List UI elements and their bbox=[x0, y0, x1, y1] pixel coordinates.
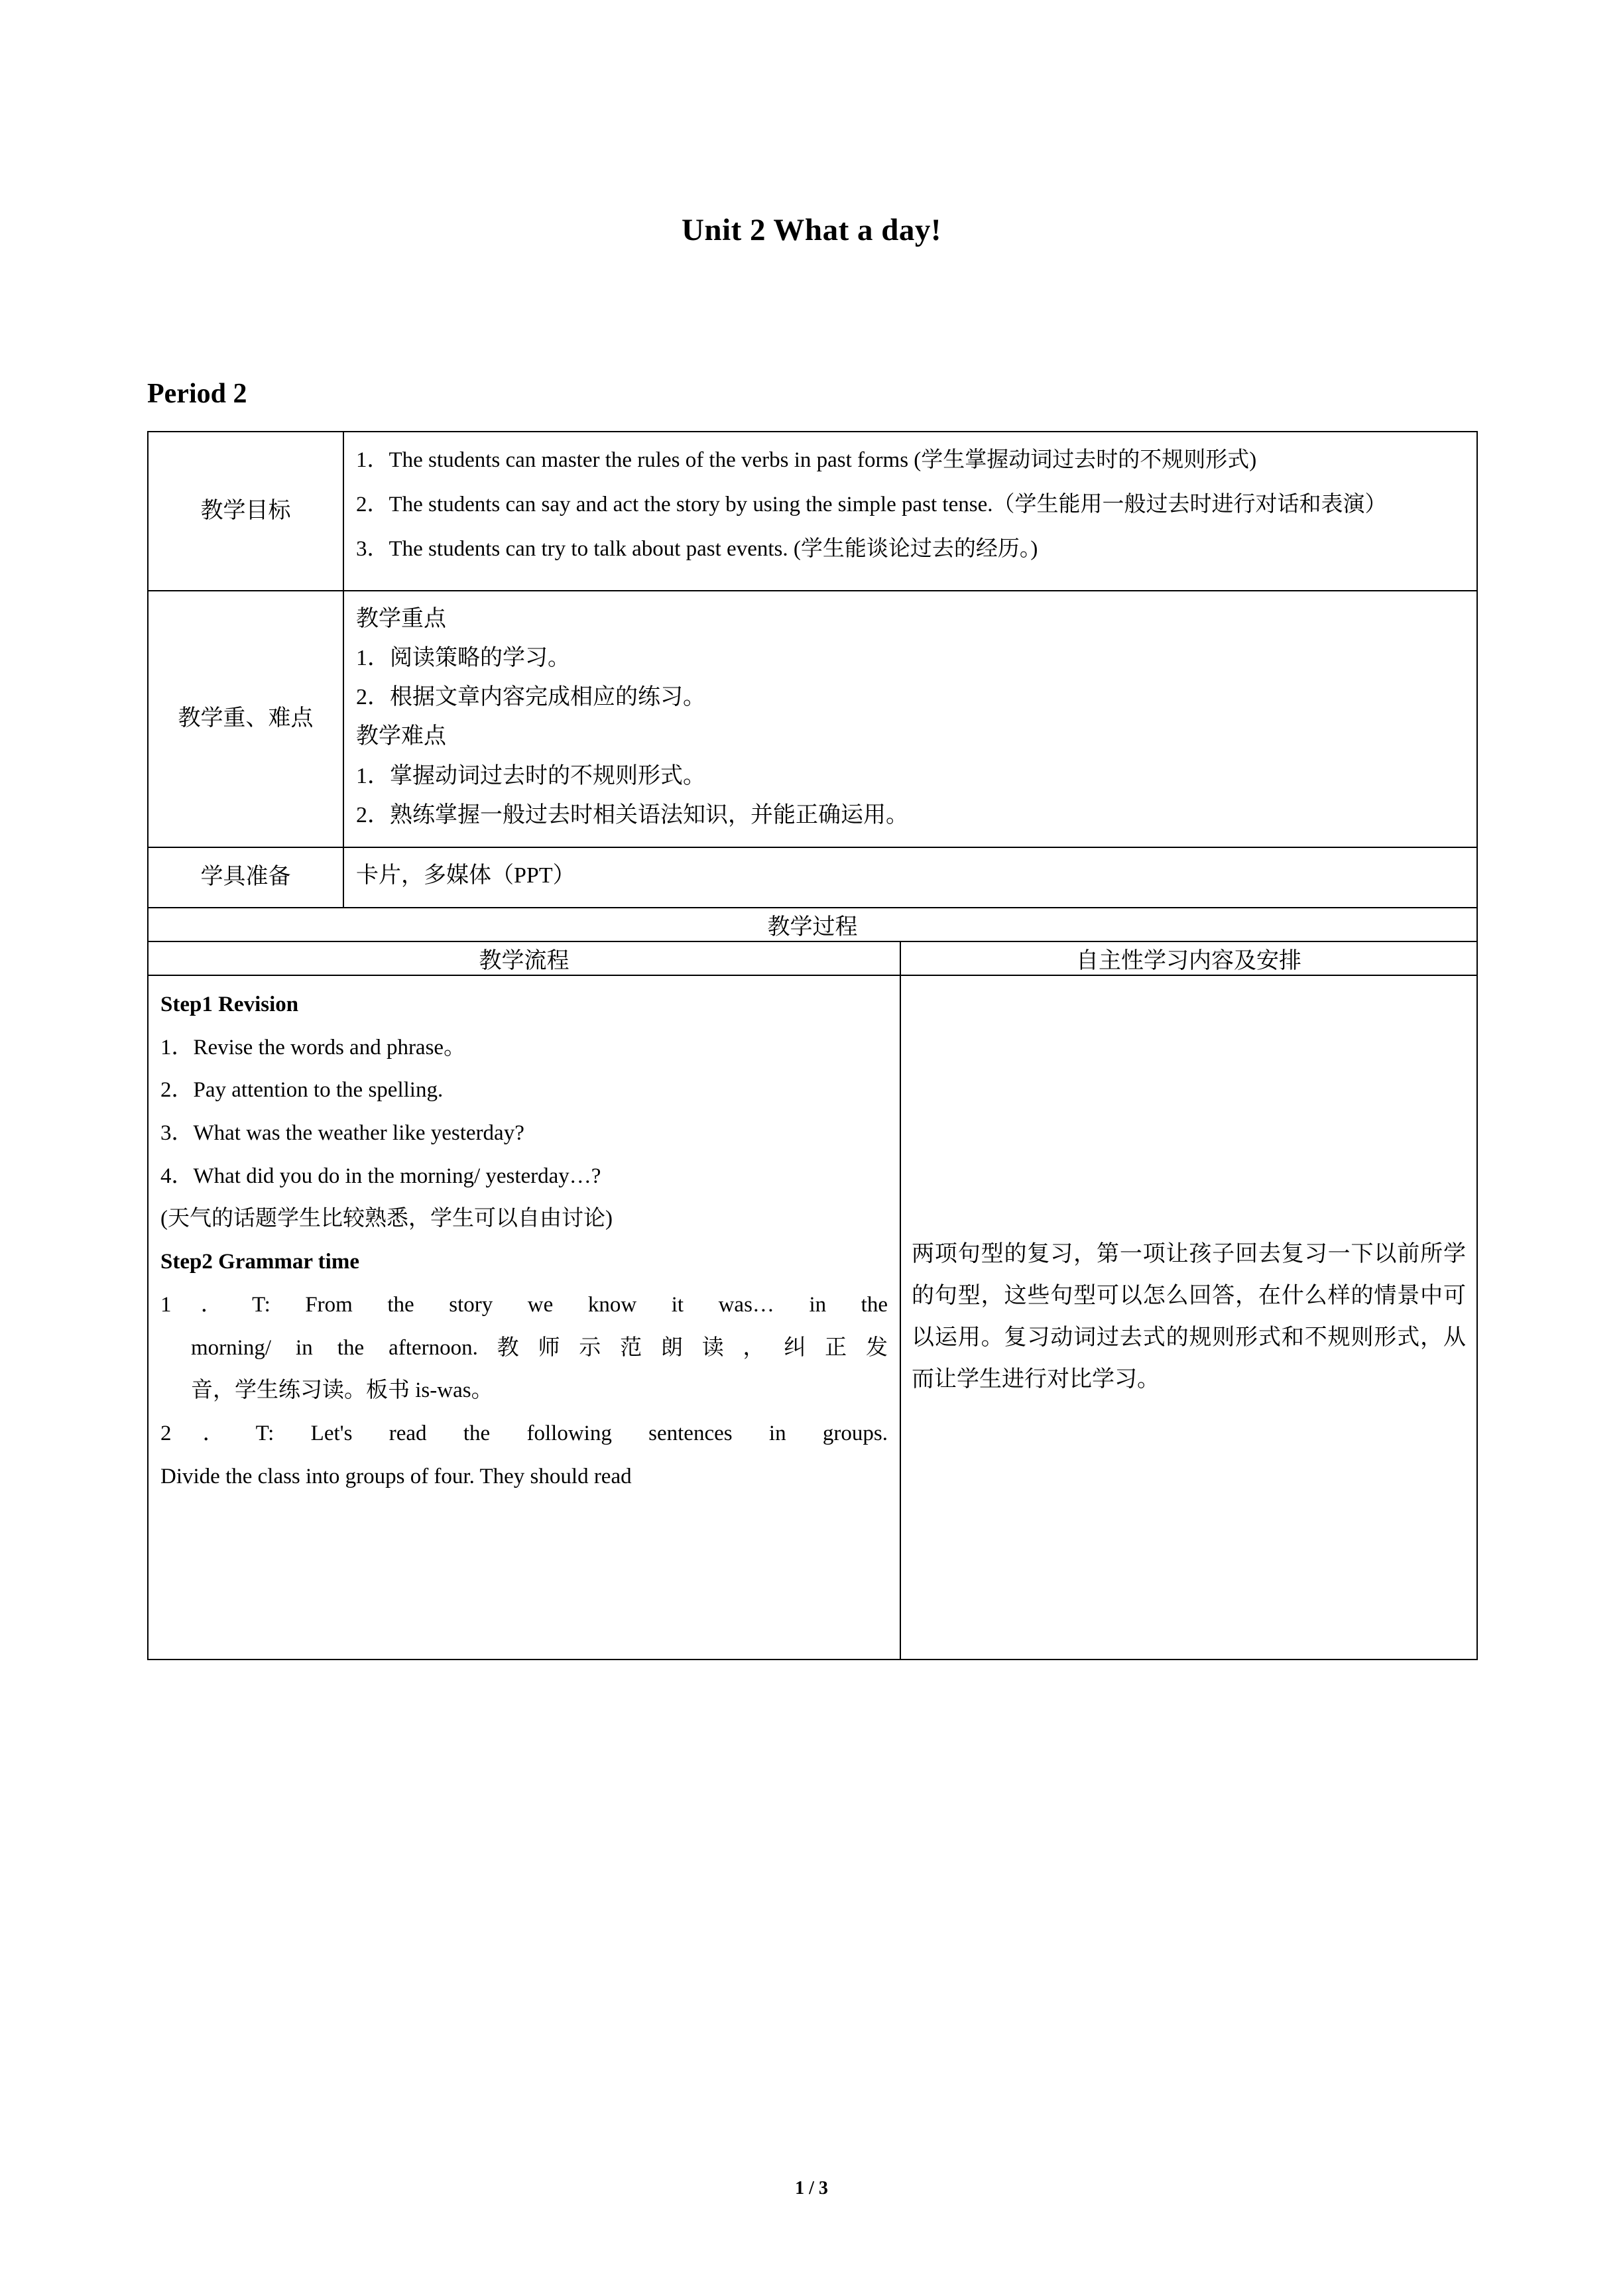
page-footer: 1 / 3 bbox=[795, 2178, 828, 2199]
process-line-5: (天气的话题学生比较熟悉，学生可以自由讨论) bbox=[160, 1207, 613, 1231]
table-row-objectives bbox=[148, 432, 1477, 591]
process-left-column bbox=[148, 975, 900, 1660]
key-points-heading-1: 教学重点 bbox=[356, 607, 446, 632]
page-title: Unit 2 What a day! bbox=[681, 213, 942, 247]
key-points-heading-2: 教学难点 bbox=[356, 724, 446, 749]
process-line-9: 2．T: Let's read the following sentences in groups. bbox=[160, 1421, 888, 1446]
process-line-2: 2．Pay attention to the spelling. bbox=[160, 1078, 444, 1103]
materials-label: 学具准备 bbox=[148, 847, 343, 908]
objective-item-3: 3．The students can try to talk about past events. (学生能谈论过去的经历。) bbox=[356, 536, 1038, 561]
process-line-step2: Step2 Grammar time bbox=[160, 1250, 359, 1274]
difficult-point-item-1: 1．掌握动词过去时的不规则形式。 bbox=[356, 763, 705, 788]
key-point-item-2: 2．根据文章内容完成相应的练习。 bbox=[356, 685, 705, 710]
process-header-right: 自主性学习内容及安排 bbox=[900, 941, 1477, 975]
table-row-key-points bbox=[148, 591, 1477, 847]
key-points-content bbox=[343, 591, 1477, 847]
table-row-process-body bbox=[148, 975, 1477, 1660]
process-line-4: 4．What did you do in the morning/ yesterday…? bbox=[160, 1164, 601, 1188]
process-line-6: 1．T: From the story we know it was… in the bbox=[160, 1292, 888, 1317]
table-row-process-headers bbox=[148, 941, 1477, 975]
process-right-column bbox=[900, 975, 1477, 1660]
period-heading: Period 2 bbox=[147, 379, 247, 409]
key-points-label: 教学重、难点 bbox=[148, 591, 343, 847]
process-line-3: 3．What was the weather like yesterday? bbox=[160, 1121, 524, 1145]
lesson-plan-table bbox=[147, 431, 1478, 1660]
objectives-content bbox=[343, 432, 1477, 591]
process-line-8: 音，学生练习读。板书 is-was。 bbox=[191, 1378, 493, 1403]
objective-item-2: 2．The students can say and act the story by using the simple past tense.（学生能用一般过去时进行对话和表演） bbox=[356, 492, 1387, 516]
table-row-process-title bbox=[148, 908, 1477, 941]
process-header-left: 教学流程 bbox=[148, 941, 900, 975]
objectives-label: 教学目标 bbox=[148, 432, 343, 591]
process-right-note: 两项句型的复习，第一项让孩子回去复习一下以前所学的句型，这些句型可以怎么回答，在什么样的情景中可以运用。复习动词过去式的规则形式和不规则形式，从而让学生进行对比学习。 bbox=[912, 1242, 1466, 1392]
process-title: 教学过程 bbox=[148, 908, 1477, 941]
process-line-10: Divide the class into groups of four. They should read bbox=[160, 1464, 632, 1488]
difficult-point-item-2: 2．熟练掌握一般过去时相关语法知识，并能正确运用。 bbox=[356, 802, 908, 827]
materials-value: 卡片，多媒体（PPT） bbox=[356, 863, 575, 888]
process-line-7: morning/ in the afternoon.教师示范朗读，纠正发 bbox=[191, 1335, 888, 1360]
process-line-step1: Step1 Revision bbox=[160, 992, 299, 1016]
table-row-materials bbox=[148, 847, 1477, 908]
process-line-1: 1．Revise the words and phrase。 bbox=[160, 1035, 466, 1059]
objective-item-1: 1．The students can master the rules of the verbs in past forms (学生掌握动词过去时的不规则形式) bbox=[356, 448, 1257, 472]
materials-content bbox=[343, 847, 1477, 908]
key-point-item-1: 1．阅读策略的学习。 bbox=[356, 646, 570, 671]
